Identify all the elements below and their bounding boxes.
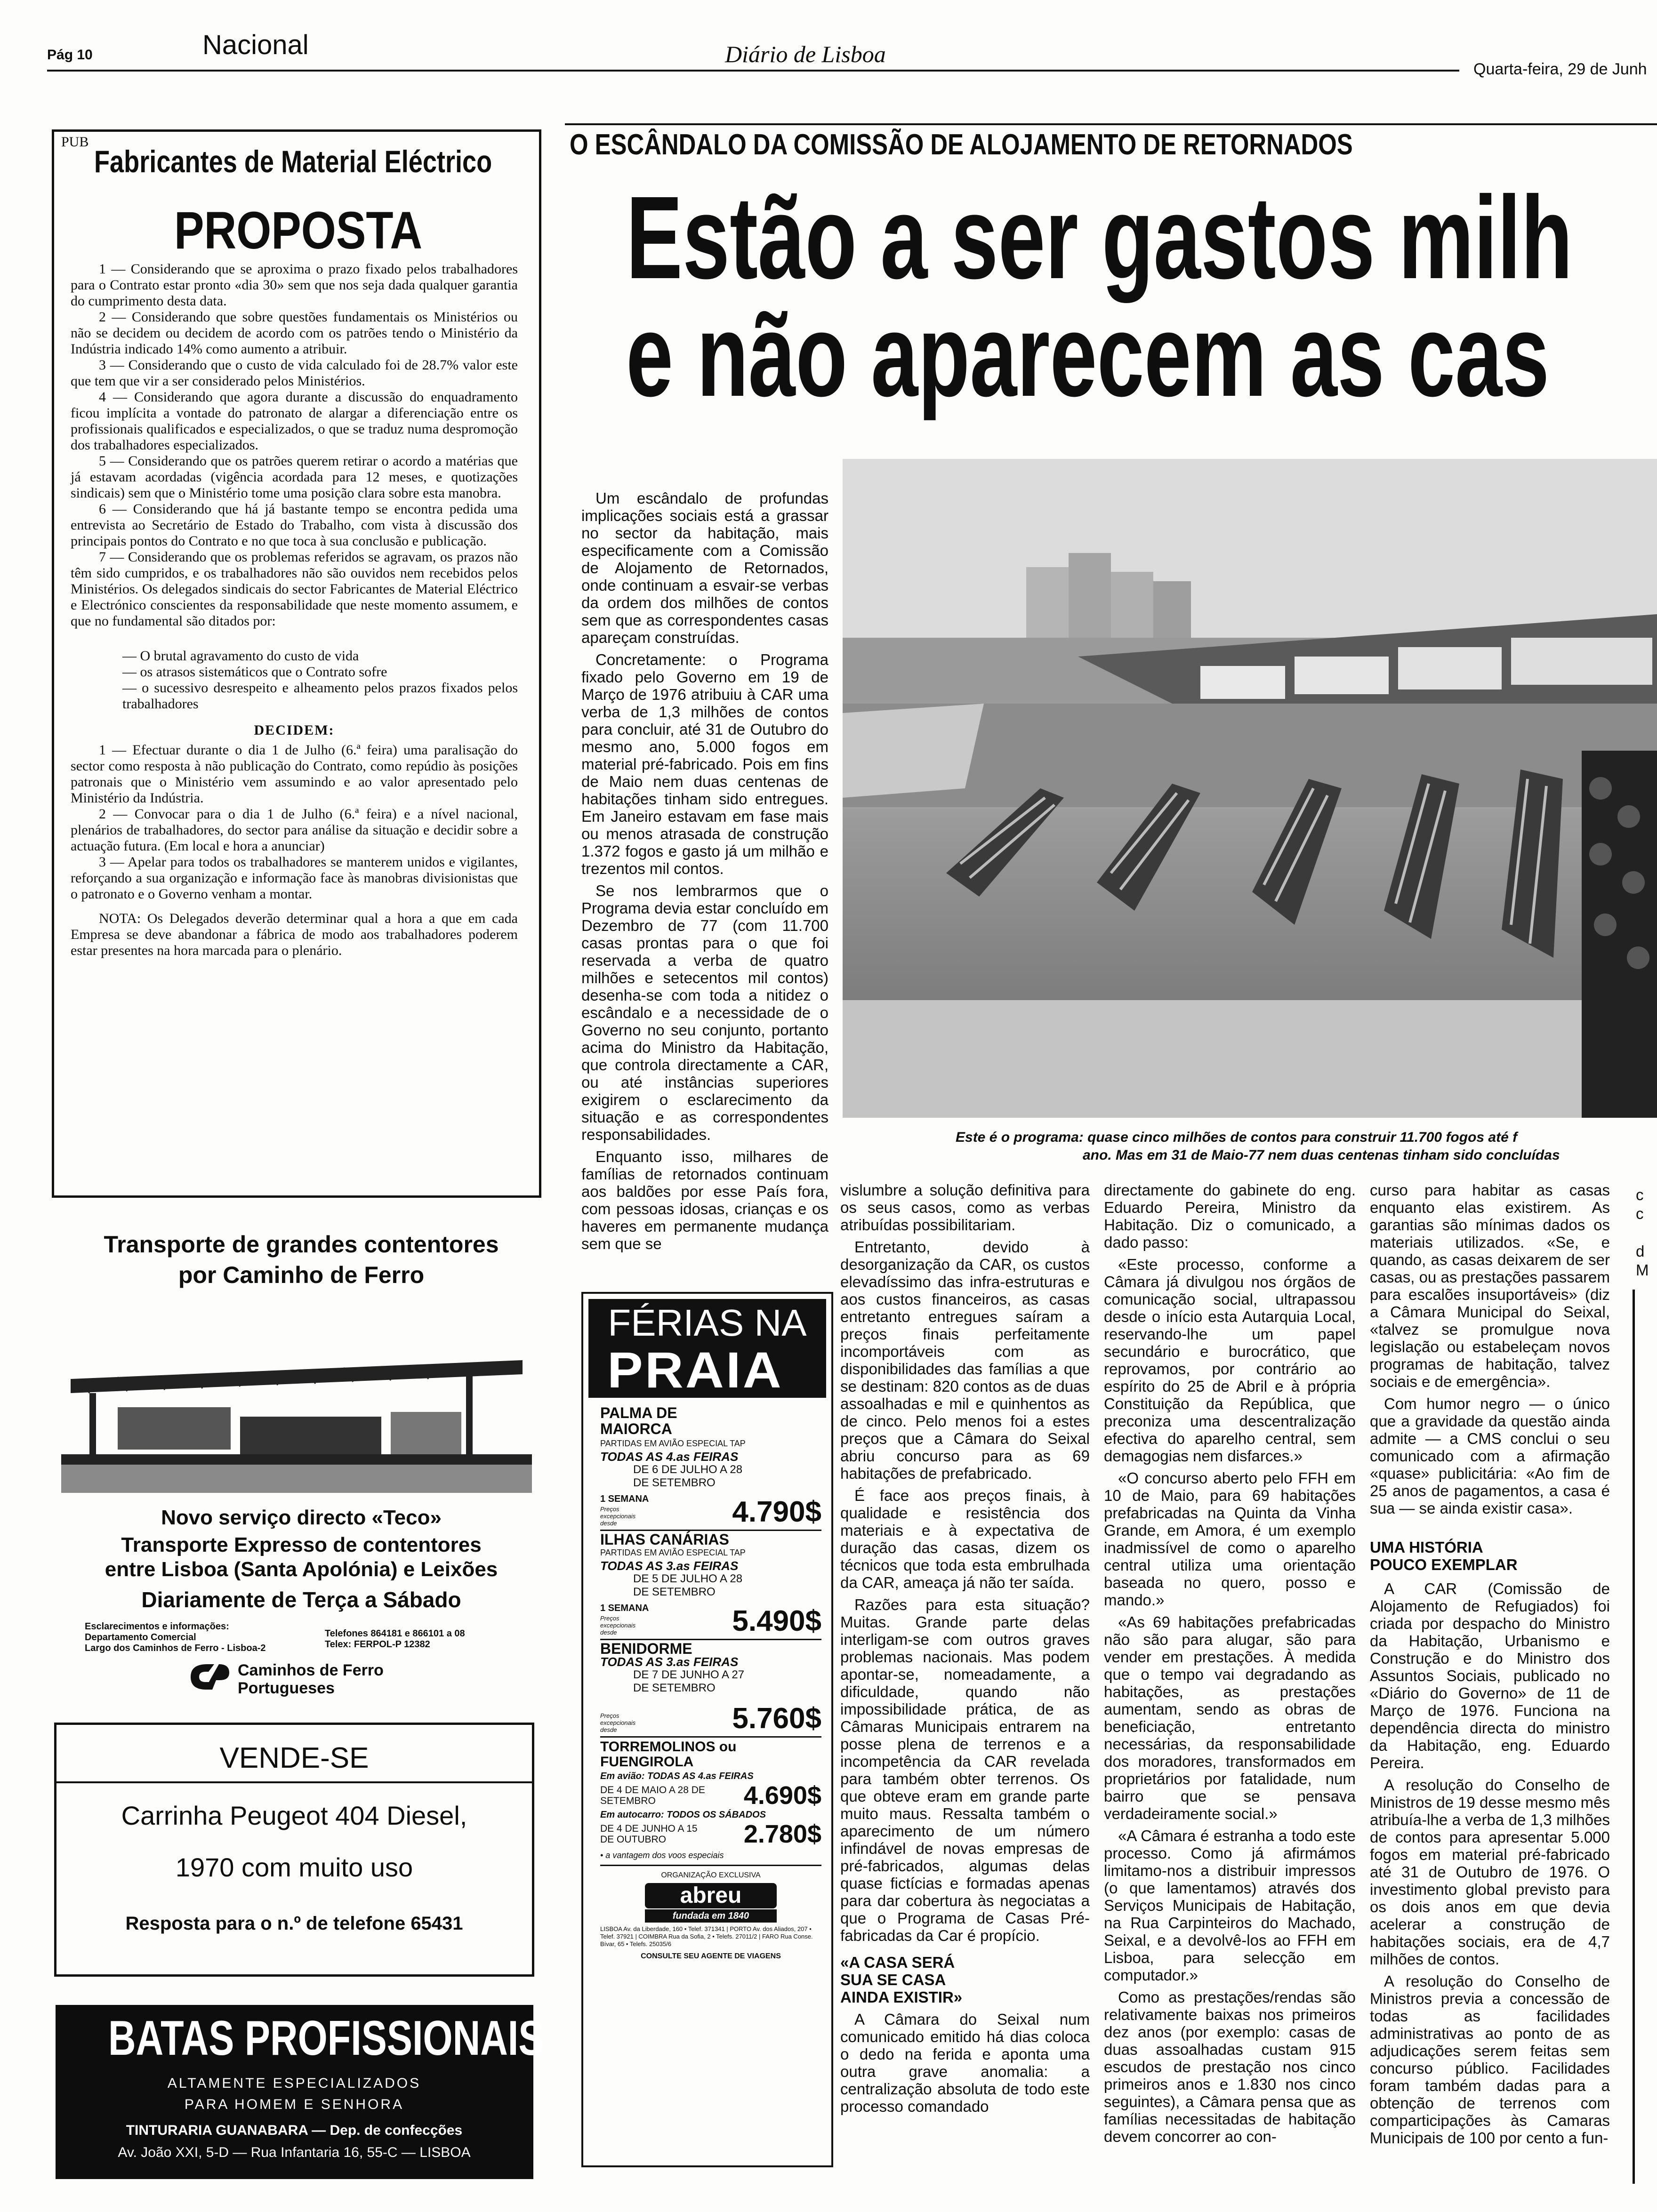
photo-caption-2: ano. Mas em 31 de Maio-77 nem duas centenas tinham sido concluídas — [1083, 1147, 1560, 1163]
dest-benidorme-days: TODAS AS 3.as FEIRAS — [600, 1655, 739, 1669]
ferias-brand: abreu — [645, 1883, 777, 1908]
pub-title: Fabricantes de Material Eléctrico — [94, 144, 492, 179]
ferias-title-1: FÉRIAS NA — [608, 1302, 807, 1344]
date-line: Quarta-feira, 29 de Junh — [1473, 60, 1647, 78]
pub-decision: 2 — Convocar para o dia 1 de Julho (6.ª feira) e a nível nacional, plenários de trabalhadores, do sector para análise da situação e decidir sobre a actuação futura. (Em local e hora a anunciar) — [71, 806, 518, 854]
pub-tag: PUB — [61, 134, 89, 150]
cp-title-1: Transporte de grandes contentores — [104, 1231, 499, 1258]
pub-paragraph: 5 — Considerando que os patrões querem retirar o acordo a matérias que já estavam acordadas (vigência acordada para 12 meses, e quotizações sindicais) sem que o Ministério tome uma posição clara sobre esta manobra. — [71, 453, 518, 501]
article-paragraph: «As 69 habitações prefabricadas não são para alugar, são para vender em prestações. À medida que o tempo vai degradando as habitações, as prestações aumentam, sendo as obras de beneficiação, entretanto necessárias, da responsabilidade dos moradores, transformados em proprietários por fatalidade, num bairro que se pensava verdadeiramente social.» — [1104, 1613, 1356, 1822]
dest-torremolinos-dates-2: DE 4 DE JUNHO A 15 DE OUTUBRO — [600, 1823, 698, 1845]
ferias-title-2: PRAIA — [607, 1341, 783, 1398]
pub-paragraph: 7 — Considerando que os problemas referidos se agravam, os prazos não têm sido cumpridos, e os trabalhadores não são ouvidos nem recebidos pelos Ministérios. Os delegados sindicais do sector Fabricantes de Material Eléctrico e Electrónico conscientes da responsabilidade que neste momento assumem, e que no fundamental são ditados por: — [71, 549, 518, 629]
pub-bullet: — O brutal agravamento do custo de vida — [122, 648, 359, 664]
cp-info-left: Esclarecimentos e informações: Departamento Comercial Largo dos Caminhos de Ferro - Lisboa-2 — [85, 1621, 266, 1653]
edge-fragment: c — [1636, 1205, 1644, 1222]
vende-line-2: 1970 com muito uso — [175, 1852, 413, 1882]
article-paragraph: A Câmara do Seixal num comunicado emitido há dias coloca o dedo na ferida e aponta uma outra grave anomalia: a centralização absoluta de todo este processo comandado — [840, 2011, 1090, 2115]
article-paragraph: curso para habitar as casas enquanto elas existirem. As garantias são mínimas dados os materiais utilizados. «Se, e quando, as casas deixarem de ser casas, ou as prestações passarem para escalões insuportáveis» (diz a Câmara Municipal do Seixal, «talvez se promulgue nova legislação ou estabeleçam novos programas de habitação, talvez sociais e de emergência». — [1370, 1181, 1610, 1390]
edge-fragment: M — [1636, 1261, 1649, 1279]
pub-paragraph: 2 — Considerando que sobre questões fundamentais os Ministérios ou não se decidem ou decidem de acordo com os patrões tendo o Ministério da Indústria indicado 14% como aumento a atribuir. — [71, 309, 518, 357]
article-paragraph: «A Câmara é estranha a todo este processo. Como já afirmámos limitamo-nos a distribuir impressos (o que lamentamos) através dos Serviços Municipais de Habitação, na Rua Carpinteiros do Machado, Seixal, e a devolvê-los ao FFH em Lisboa, para selecção em computador.» — [1104, 1827, 1356, 1984]
dest-palma-sub: PARTIDAS EM AVIÃO ESPECIAL TAP — [600, 1439, 746, 1448]
pub-heading: PROPOSTA — [174, 201, 423, 260]
dest-canarias-sub: PARTIDAS EM AVIÃO ESPECIAL TAP — [600, 1548, 746, 1557]
vende-line-1: Carrinha Peugeot 404 Diesel, — [121, 1801, 467, 1830]
vende-title: VENDE-SE — [219, 1742, 369, 1774]
ferias-body — [600, 1405, 821, 1963]
batas-line-1: ALTAMENTE ESPECIALIZADOS — [167, 2076, 421, 2091]
cp-logo-icon — [186, 1660, 233, 1696]
article-subhead-2-line-1: UMA HISTÓRIA — [1370, 1539, 1483, 1556]
price-note: Preços excepcionais desde — [600, 1506, 636, 1527]
cp-schedule: Diariamente de Terça a Sábado — [141, 1587, 461, 1612]
article-paragraph: Como as prestações/rendas são relativamente baixas nos primeiros dez anos (por exemplo: casas de duas assoalhadas custam 915 escudos de prestação nos cinco primeiros anos e 1.830 nos cinco seguintes), a Câmara pensa que as famílias necessitadas de habitação devem concorrer ao con- — [1104, 1988, 1356, 2145]
article-paragraph: Um escândalo de profundas implicações sociais está a grassar no sector da habitação, mais especificamente com a Comissão de Alojamento de Retornados, onde continuam a esvair-se verbas da ordem dos milhões de contos sem que as correspondentes casas apareçam construídas. — [581, 489, 828, 646]
pub-paragraph: 1 — Considerando que se aproxima o prazo fixado pelos trabalhadores para o Contrato estar pronto «dia 30» sem que nos seja dada qualquer garantia do cumprimento desta data. — [71, 261, 518, 309]
ferias-offices: LISBOA Av. da Liberdade, 160 • Telef. 371341 | PORTO Av. dos Aliados, 207 • Telef. 37921 | COIMBRA Rua da Sofia, 2 • Telefs. 27011/2 | FARO Rua Conse. Bívar, 65 • Telefs. 25035/6 — [600, 1925, 813, 1948]
article-column-2 — [840, 1181, 1090, 2120]
article-paragraph: A resolução do Conselho de Ministros previa a concessão de todas as facilidades administrativas ao ponto de as adjudicações serem feitas sem concurso público. Facilidades foram também dadas para a obtenção de terrenos com comparticipações às Camaras Municipais de 100 por cento a fun- — [1370, 1972, 1610, 2147]
article-paragraph: vislumbre a solução definitiva para os seus casos, como as verbas atribuídas possibilitariam. — [840, 1181, 1090, 1234]
construction-photo — [843, 459, 1657, 1118]
article-paragraph: Concretamente: o Programa fixado pelo Governo em 19 de Março de 1976 atribuiu à CAR uma verba de 1,3 milhões de contos para concluir, até 31 de Outubro do mesmo ano, 5.000 fogos em material pré-fabricado. Pois em fins de Maio nem duas centenas de habitações tinham sido entregues. Em Janeiro estavam em fase mais ou menos atrasada de construção 1.372 fogos e gasto já um milhão e trezentos mil contos. — [581, 651, 828, 877]
week-label: 1 SEMANA — [600, 1603, 649, 1613]
cp-crane-illustration — [61, 1299, 532, 1497]
cp-brand-2: Portugueses — [238, 1679, 335, 1697]
article-paragraph: «O concurso aberto pelo FFH em 10 de Maio, para 69 habitações prefabricadas na Quinta da Vinha Grande, em Amora, é um exemplo inadmissível de como o aparelho central utiliza uma orientação baseada no quero, posso e mando.» — [1104, 1469, 1356, 1609]
dest-torremolinos: TORREMOLINOS ou FUENGIROLA — [600, 1739, 737, 1770]
dest-torremolinos-sub-2: Em autocarro: TODOS OS SÁBADOS — [600, 1810, 766, 1820]
price-note: Preços excepcionais desde — [600, 1615, 636, 1636]
pub-nota: NOTA: Os Delegados deverão determinar qual a hora a que em cada Empresa se deve abandonar a fábrica de modo aos trabalhadores poderem estar presentes na hora marcada para o plenário. — [71, 911, 518, 958]
article-subhead-2 — [1370, 1539, 1610, 1573]
edge-box-line — [1633, 1290, 1635, 2184]
ferias-founded: fundada em 1840 — [645, 1909, 777, 1923]
vende-line-3: Resposta para o n.º de telefone 65431 — [125, 1913, 463, 1934]
article-paragraph: Razões para esta situação? Muitas. Grande parte delas interligam-se com outros graves problemas nacionais. Mas podem apontar-se, nomeadamente, a dificuldade, quando não impossibilidade prática, de as Câmaras Municipais entrarem na posse plena de terrenos e a incompetência da CAR revelada para também obter terrenos. Os que obteve eram em grande parte muito maus. Ressalta também o aparecimento de um número infindável de novas empresas de pré-fabricados, algumas delas quase fictícias e formadas apenas para dar cobertura às negociatas a que o Programa de Casas Pré-fabricadas da Car é propício. — [840, 1596, 1090, 1944]
dest-canarias-dates: DE 5 DE JULHO A 28 DE SETEMBRO — [633, 1572, 743, 1598]
dest-palma-dates: DE 6 DE JULHO A 28 DE SETEMBRO — [633, 1463, 743, 1489]
article-subhead: «A CASA SERÁ SUA SE CASA AINDA EXISTIR» — [840, 1954, 963, 2006]
ferias-consult: CONSULTE SEU AGENTE DE VIAGENS — [641, 1952, 781, 1960]
article-paragraph: Entretanto, devido à desorganização da CAR, os custos elevadíssimo das infra-estruturas e aos custos financeiros, as casas entretanto entregues saíram a preços finais perfeitamente incomportáveis com as disponibilidades das famílias a que se destinam: 820 contos as de duas assoalhadas e mil e quinhentos as de cinco. Pelo menos foi a estes preços que a Câmara do Seixal abriu concurso para as 69 habitações de prefabricado. — [840, 1238, 1090, 1482]
pub-decision: 3 — Apelar para todos os trabalhadores se manterem unidos e vigilantes, reforçando a sua organização e informação face às manobras divisionistas que o patronato e o Governo venham a montar. — [71, 854, 518, 902]
article-subhead-2-line-2: POUCO EXEMPLAR — [1370, 1556, 1518, 1573]
dest-palma-days: TODAS AS 4.as FEIRAS — [600, 1450, 739, 1464]
cp-info-right: Telefones 864181 e 866101 a 08 Telex: FERPOL-P 12382 — [325, 1628, 465, 1650]
dest-benidorme: BENIDORME — [600, 1640, 692, 1657]
masthead: Diário de Lisboa — [725, 41, 886, 67]
ferias-divider — [600, 1736, 821, 1738]
article-headline-1: Estão a ser gastos milh — [626, 172, 1573, 303]
batas-line-2: PARA HOMEM E SENHORA — [184, 2097, 404, 2112]
price-benidorme: 5.760$ — [732, 1702, 821, 1735]
pub-paragraph: 3 — Considerando que o custo de vida calculado foi de 28.7% valor este que tem que vir a ser considerado pelos Ministérios. — [71, 357, 518, 389]
edge-fragment: c — [1636, 1186, 1644, 1203]
cp-brand-1: Caminhos de Ferro — [238, 1661, 384, 1679]
article-paragraph: Enquanto isso, milhares de famílias de retornados continuam aos baldões por esse País fora, com pessoas idosas, crianças e os haveres em permanente mudança sem que se — [581, 1148, 828, 1252]
pub-bullet: — os atrasos sistemáticos que o Contrato sofre — [122, 664, 387, 680]
article-paragraph: «Este processo, conforme a Câmara já divulgou nos órgãos de comunicação social, ultrapassou desde o início esta Autarquia Local, reservando-lhe um papel secundário e burocrático, que reprovamos, por contrário ao espírito do 25 de Abril e à própria Constituição da República, que preconiza uma descentralização efectiva do aparelho central, sem demagogias nem disfarces.» — [1104, 1256, 1356, 1465]
price-torremolinos-1: 4.690$ — [743, 1781, 821, 1810]
ferias-advantage: • a vantagem dos voos especiais — [600, 1851, 724, 1860]
price-torremolinos-2: 2.780$ — [743, 1820, 821, 1848]
section-name: Nacional — [202, 30, 309, 60]
dest-palma: PALMA DE MAIORCA — [600, 1404, 677, 1437]
article-paragraph: Com humor negro — o único que a gravidade da questão ainda admite — a CMS conclui o seu comunicado com a afirmação «quase» publicitária: «Ao fim de 25 anos de pagamentos, a casa é sua — se ainda existir casa». — [1370, 1395, 1610, 1517]
header-rule — [47, 70, 1459, 72]
pub-paragraph: 6 — Considerando que há já bastante tempo se encontra pedida uma entrevista ao Secretário de Estado do Trabalho, com vista à discussão dos principais pontos do Contrato e no que toca à sua conclusão e publicação. — [71, 501, 518, 549]
batas-line-3: TINTURARIA GUANABARA — Dep. de confecções — [126, 2123, 463, 2138]
cp-express-1: Transporte Expresso de contentores — [121, 1533, 482, 1556]
article-column-4 — [1370, 1181, 1610, 2151]
article-headline-2: e não aparecem as cas — [626, 289, 1550, 421]
article-paragraph: A resolução do Conselho de Ministros de 19 desse mesmo mês atribuía-lhe a verba de 1,3 milhões de contos para apresentar 5.000 fogos em material pré-fabricado até 31 de Outubro de 1976. O investimento global previsto para os dois anos em que devia acelerar a construção de habitações sociais, era de 4,7 milhões de contos. — [1370, 1776, 1610, 1968]
pub-paragraph: 4 — Considerando que agora durante a discussão do enquadramento ficou implícita a vontade do patronato de alargar a diferenciação entre os profissionais qualificados e especializados, o que se traduz numa despromoção dos trabalhadores especializados. — [71, 389, 518, 453]
dest-canarias: ILHAS CANÁRIAS — [600, 1531, 729, 1548]
article-paragraph: A CAR (Comissão de Alojamento de Refugiados) foi criada por despacho do Ministro da Habitação, Urbanismo e Construção e do Ministro dos Assuntos Sociais, publicado no «Diário do Governo» de 11 de Março de 1976. Funciona na dependência directa do ministro da Habitação, eng. Eduardo Pereira. — [1370, 1580, 1610, 1771]
ferias-divider — [600, 1865, 821, 1866]
batas-line-4: Av. João XXI, 5-D — Rua Infantaria 16, 55-C — LISBOA — [118, 2145, 471, 2160]
article-column-3 — [1104, 1181, 1356, 2150]
dest-torremolinos-dates-1: DE 4 DE MAIO A 28 DE SETEMBRO — [600, 1785, 705, 1806]
article-paragraph: directamente do gabinete do eng. Eduardo Pereira, Ministro da Habitação. Diz o comunicado, a dado passo: — [1104, 1181, 1356, 1251]
ferias-org: ORGANIZAÇÃO EXCLUSIVA — [661, 1871, 761, 1879]
article-paragraph: É face aos preços finais, à qualidade e resistência dos materiais e à expectativa de duração das casas, dizem os técnicos que toda esta embrulhada da CAR, ameaça já não ter saída. — [840, 1487, 1090, 1591]
cp-title-2: por Caminho de Ferro — [178, 1262, 425, 1288]
vende-divider — [54, 1781, 534, 1783]
price-canarias: 5.490$ — [732, 1605, 821, 1637]
price-palma: 4.790$ — [732, 1496, 821, 1528]
article-paragraph: Se nos lembrarmos que o Programa devia estar concluído em Dezembro de 77 (com 11.700 casas prontas para o que foi reservada a verba de quatro milhões e setecentos mil contos) desenha-se com toda a nitidez o escândalo e a necessidade de o Governo no seu conjunto, portanto acima do Ministro da Habitação, que controla directamente a CAR, ou até instâncias superiores exigirem o esclarecimento da situação e as correspondentes responsabilidades. — [581, 882, 828, 1143]
dest-torremolinos-sub-1: Em avião: TODAS AS 4.as FEIRAS — [600, 1771, 754, 1781]
dest-canarias-days: TODAS AS 3.as FEIRAS — [600, 1559, 739, 1573]
pub-decision: 1 — Efectuar durante o dia 1 de Julho (6.ª feira) uma paralisação do sector como resposta à não publicação do Contrato, como repúdio às posições patronais que o Ministério vem assumindo e ao valor apresentado pelo Ministério da Indústria. — [71, 742, 518, 806]
dest-benidorme-dates: DE 7 DE JUNHO A 27 DE SETEMBRO — [633, 1668, 745, 1694]
pub-decidem: DECIDEM: — [254, 722, 335, 738]
week-label: 1 SEMANA — [600, 1494, 649, 1504]
page-number: Pág 10 — [47, 47, 93, 63]
pub-bullet: — o sucessivo desrespeito e alheamento pelos prazos fixados pelos trabalhadores — [122, 680, 518, 712]
price-note: Preços excepcionais desde — [600, 1712, 636, 1733]
article-lead-column — [581, 489, 828, 1257]
cp-service: Novo serviço directo «Teco» — [161, 1506, 442, 1529]
photo-caption-1: Este é o programa: quase cinco milhões de contos para construir 11.700 fogos até f — [956, 1130, 1518, 1145]
article-kicker: O ESCÂNDALO DA COMISSÃO DE ALOJAMENTO DE RETORNADOS — [570, 128, 1353, 161]
article-top-rule — [565, 123, 1657, 125]
pub-body — [71, 261, 518, 959]
batas-title: BATAS PROFISSIONAIS — [108, 2011, 544, 2066]
edge-fragment: d — [1636, 1242, 1645, 1260]
cp-express-2: entre Lisboa (Santa Apolónia) e Leixões — [105, 1558, 498, 1581]
